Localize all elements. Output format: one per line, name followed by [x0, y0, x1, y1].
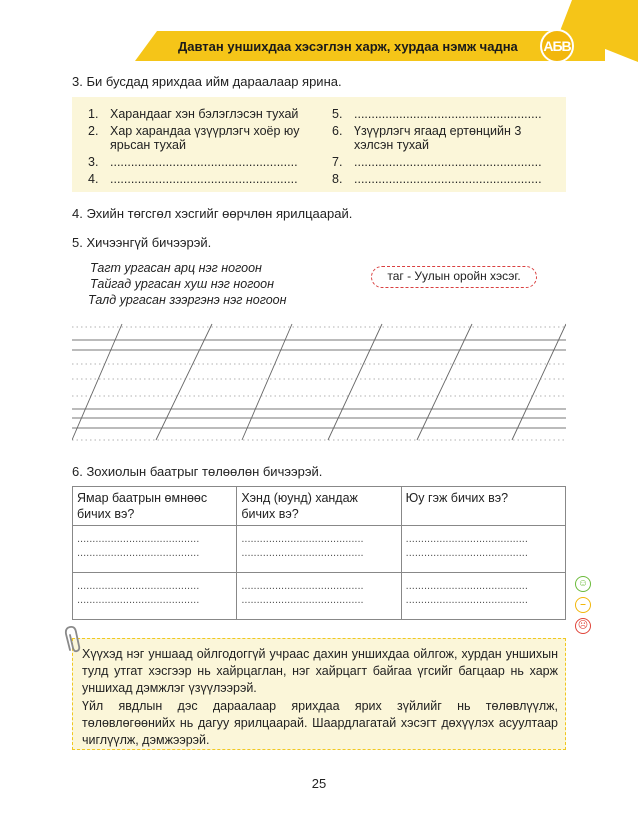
list-text: хэлсэн тухай [354, 138, 429, 152]
tip-paragraph-2: Үйл явдлын дэс дараалаар ярихдаа ярих зүйлийг нь төлөвлүүлж, төлөвлөгөөнийх нь дагуу ярилцаарай. Шаардлагатай хэсэгт дөхүүлэх асуултаар чиглүүлж, дэмжээрэй. [82, 699, 558, 747]
list-item-1 [88, 107, 298, 121]
list-num: 2. [88, 124, 99, 138]
list-num: 8. [332, 172, 343, 186]
list-item-6 [332, 124, 521, 152]
paperclip-icon [62, 624, 84, 654]
question-4: 4. Эхийн төгсгөл хэсгийг өөрчлөн ярилцаарай. [72, 206, 353, 221]
sad-face-icon[interactable]: ☹ [575, 618, 591, 634]
list-num: 4. [88, 172, 99, 186]
list-num: 5. [332, 107, 343, 121]
list-text: Харандааг хэн бэлэглэсэн тухай [110, 107, 299, 121]
list-item-4 [88, 172, 298, 186]
tip-paragraph-1: Хүүхэд нэг уншаад ойлгодоггүй учраас дахин уншихдаа ойлгож, хурдан уншихын тулд утгат хэсгээр нь хайрцаглан, нэг хайрцагт байгаа үгсийг багцаар нь харж уншихад дэмжлэг үзүүлээрэй. [82, 647, 558, 695]
question-3: 3. Би бусдад ярихдаа ийм дараалаар ярина. [72, 74, 342, 89]
list-num: 3. [88, 155, 99, 169]
list-item-3 [88, 155, 298, 169]
alphabet-badge-icon: АБВ [540, 29, 574, 63]
question-6: 6. Зохиолын баатрыг төлөөлөн бичээрэй. [72, 464, 323, 479]
table-header: Ямар баатрын өмнөөс бичих вэ? [73, 487, 237, 526]
list-text: Үзүүрлэгч ягаад ертөнцийн 3 [354, 124, 522, 138]
list-text: Хар харандаа үзүүрлэгч хоёр юу [110, 124, 300, 138]
list-item-2 [88, 124, 300, 152]
list-num: 1. [88, 107, 99, 121]
poem-line-2: Тайгад ургасан хуш нэг ногоон [90, 277, 275, 291]
question-5: 5. Хичээнгүй бичээрэй. [72, 235, 212, 250]
list-item-7 [332, 155, 542, 169]
table-header: Юу гэж бичих вэ? [401, 487, 565, 526]
poem-line-1: Тагт ургасан арц нэг ногоон [90, 261, 262, 275]
table-cell[interactable]: ........................................ ........................................ [401, 573, 565, 620]
table-cell[interactable]: ........................................ ........................................ [237, 573, 401, 620]
list-blank[interactable]: ...................................................... [354, 172, 542, 186]
letter-table [72, 486, 566, 620]
table-cell[interactable]: ........................................ ........................................ [73, 573, 237, 620]
table-cell[interactable]: ........................................ ........................................ [401, 526, 565, 573]
list-blank[interactable]: ...................................................... [354, 107, 542, 121]
table-cell[interactable]: ........................................ ........................................ [73, 526, 237, 573]
list-num: 7. [332, 155, 343, 169]
list-item-5 [332, 107, 542, 121]
poem-line-3: Талд ургасан зээргэнэ нэг ногоон [88, 293, 287, 307]
list-blank[interactable]: ...................................................... [110, 155, 298, 169]
header-title: Давтан уншихдаа хэсэглэн харж, хурдаа нэмж чадна [178, 39, 518, 54]
table-header: Хэнд (юунд) хандаж бичих вэ? [237, 487, 401, 526]
happy-face-icon[interactable]: ☺ [575, 576, 591, 592]
table-cell[interactable]: ........................................ ........................................ [237, 526, 401, 573]
list-blank[interactable]: ...................................................... [110, 172, 298, 186]
page-number: 25 [311, 776, 327, 791]
list-num: 6. [332, 124, 343, 138]
glossary-note: таг - Уулын оройн хэсэг. [371, 266, 537, 288]
handwriting-grid[interactable] [72, 318, 566, 446]
list-text: ярьсан тухай [110, 138, 186, 152]
list-item-8 [332, 172, 542, 186]
list-blank[interactable]: ...................................................... [354, 155, 542, 169]
neutral-face-icon[interactable]: – [575, 597, 591, 613]
